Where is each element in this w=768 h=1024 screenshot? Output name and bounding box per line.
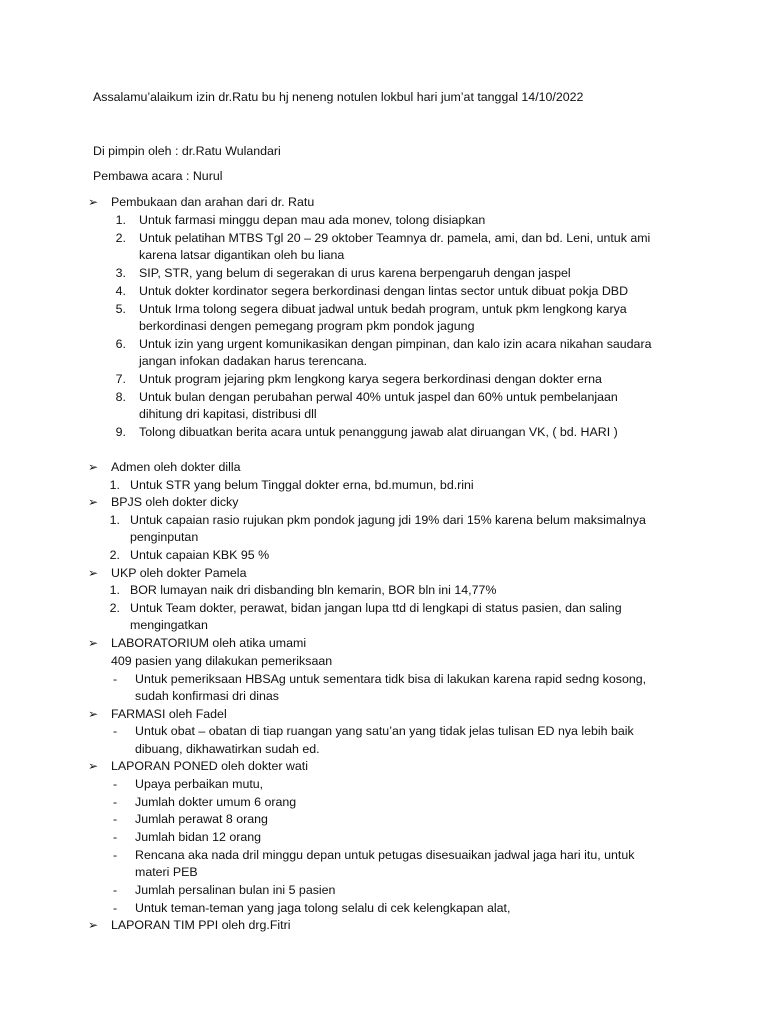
- list-item: Jumlah bidan 12 orang: [135, 830, 262, 844]
- list-item: Untuk Irma tolong segera dibuat jadwal untuk bedah program, untuk pkm lengkong karya: [139, 302, 627, 316]
- list-number: 2.: [109, 601, 120, 615]
- list-item: Tolong dibuatkan berita acara untuk penanggung jawab alat diruangan VK, ( bd. HARI ): [139, 425, 618, 439]
- arrow-bullet-icon: ➢: [88, 195, 99, 209]
- section-heading: LAPORAN TIM PPI oleh drg.Fitri: [111, 918, 291, 932]
- list-item-continuation: dihitung dri kapitasi, distribusi dll: [139, 407, 317, 421]
- list-item: Untuk farmasi minggu depan mau ada monev, tolong disiapkan: [139, 213, 486, 227]
- list-item-continuation: sudah konfirmasi dri dinas: [135, 689, 279, 703]
- list-number: 1.: [109, 513, 120, 527]
- list-number: 2.: [109, 548, 120, 562]
- arrow-bullet-icon: ➢: [88, 636, 99, 650]
- list-item: SIP, STR, yang belum di segerakan di urus karena berpengaruh dengan jaspel: [139, 266, 571, 280]
- dash-bullet: -: [113, 830, 118, 844]
- list-item: Untuk program jejaring pkm lengkong karya segera berkordinasi dengan dokter erna: [139, 372, 602, 386]
- arrow-bullet-icon: ➢: [88, 918, 99, 932]
- list-item-continuation: karena latsar digantikan oleh bu liana: [139, 248, 345, 262]
- dash-bullet: -: [113, 848, 118, 862]
- dash-bullet: -: [113, 795, 118, 809]
- dash-bullet: -: [113, 777, 118, 791]
- dash-bullet: -: [113, 724, 118, 738]
- dash-bullet: -: [113, 672, 118, 686]
- list-number: 8.: [115, 390, 126, 404]
- section-heading: UKP oleh dokter Pamela: [111, 566, 247, 580]
- list-item: Untuk izin yang urgent komunikasikan dengan pimpinan, dan kalo izin acara nikahan saudara: [139, 337, 652, 351]
- led-by-line: Di pimpin oleh : dr.Ratu Wulandari: [93, 144, 281, 158]
- list-item-continuation: berkordinasi dengen pemegang program pkm pondok jagung: [139, 319, 475, 333]
- list-item-continuation: materi PEB: [135, 865, 198, 879]
- list-number: 4.: [115, 284, 126, 298]
- section-heading: Pembukaan dan arahan dari dr. Ratu: [111, 195, 315, 209]
- list-item: Untuk pemeriksaan HBSAg untuk sementara tidk bisa di lakukan karena rapid sedng kosong,: [135, 672, 647, 686]
- section-subline: 409 pasien yang dilakukan pemeriksaan: [111, 654, 333, 668]
- section-heading: FARMASI oleh Fadel: [111, 707, 227, 721]
- arrow-bullet-icon: ➢: [88, 495, 99, 509]
- list-number: 7.: [115, 372, 126, 386]
- section-heading: LABORATORIUM oleh atika umami: [111, 636, 307, 650]
- list-item: Untuk STR yang belum Tinggal dokter erna, bd.mumun, bd.rini: [130, 478, 474, 492]
- list-item-continuation: mengingatkan: [130, 618, 208, 632]
- list-item: Untuk bulan dengan perubahan perwal 40% untuk jaspel dan 60% untuk pembelanjaan: [139, 390, 618, 404]
- arrow-bullet-icon: ➢: [88, 759, 99, 773]
- section-heading: BPJS oleh dokter dicky: [111, 495, 239, 509]
- list-item: Jumlah perawat 8 orang: [135, 812, 268, 826]
- list-item: Untuk Team dokter, perawat, bidan jangan lupa ttd di lengkapi di status pasien, dan saling: [130, 601, 622, 615]
- list-number: 1.: [109, 478, 120, 492]
- list-number: 3.: [115, 266, 126, 280]
- list-item: Jumlah persalinan bulan ini 5 pasien: [135, 883, 336, 897]
- greeting-line: Assalamu’alaikum izin dr.Ratu bu hj neneng notulen lokbul hari jum’at tanggal 14/10/2022: [93, 90, 584, 104]
- list-item: Upaya perbaikan mutu,: [135, 777, 264, 791]
- list-item: Untuk capaian rasio rujukan pkm pondok jagung jdi 19% dari 15% karena belum maksimalnya: [130, 513, 646, 527]
- list-number: 9.: [115, 425, 126, 439]
- list-item: Rencana aka nada dril minggu depan untuk petugas disesuaikan jadwal jaga hari itu, untuk: [135, 848, 635, 862]
- list-number: 5.: [115, 302, 126, 316]
- arrow-bullet-icon: ➢: [88, 460, 99, 474]
- dash-bullet: -: [113, 883, 118, 897]
- list-item: Untuk capaian KBK 95 %: [130, 548, 270, 562]
- list-item: BOR lumayan naik dri disbanding bln kemarin, BOR bln ini 14,77%: [130, 583, 497, 597]
- list-number: 6.: [115, 337, 126, 351]
- list-item: Untuk teman-teman yang jaga tolong selalu di cek kelengkapan alat,: [135, 901, 511, 915]
- list-item: Untuk obat – obatan di tiap ruangan yang satu’an yang tidak jelas tulisan ED nya lebih baik: [135, 724, 634, 738]
- list-item: Jumlah dokter umum 6 orang: [135, 795, 297, 809]
- list-number: 1.: [109, 583, 120, 597]
- section-heading: Admen oleh dokter dilla: [111, 460, 241, 474]
- mc-line: Pembawa acara : Nurul: [93, 169, 223, 183]
- dash-bullet: -: [113, 901, 118, 915]
- list-item: Untuk dokter kordinator segera berkordinasi dengan lintas sector untuk dibuat pokja DBD: [139, 284, 629, 298]
- list-item-continuation: jangan infokan dadakan harus terencana.: [139, 354, 368, 368]
- list-item-continuation: dibuang, dikhawatirkan sudah ed.: [135, 742, 320, 756]
- section-heading: LAPORAN PONED oleh dokter wati: [111, 759, 308, 773]
- arrow-bullet-icon: ➢: [88, 566, 99, 580]
- list-item: Untuk pelatihan MTBS Tgl 20 – 29 oktober Teamnya dr. pamela, ami, dan bd. Leni, untuk ami: [139, 231, 651, 245]
- list-number: 2.: [115, 231, 126, 245]
- dash-bullet: -: [113, 812, 118, 826]
- list-item-continuation: penginputan: [130, 530, 199, 544]
- list-number: 1.: [115, 213, 126, 227]
- arrow-bullet-icon: ➢: [88, 707, 99, 721]
